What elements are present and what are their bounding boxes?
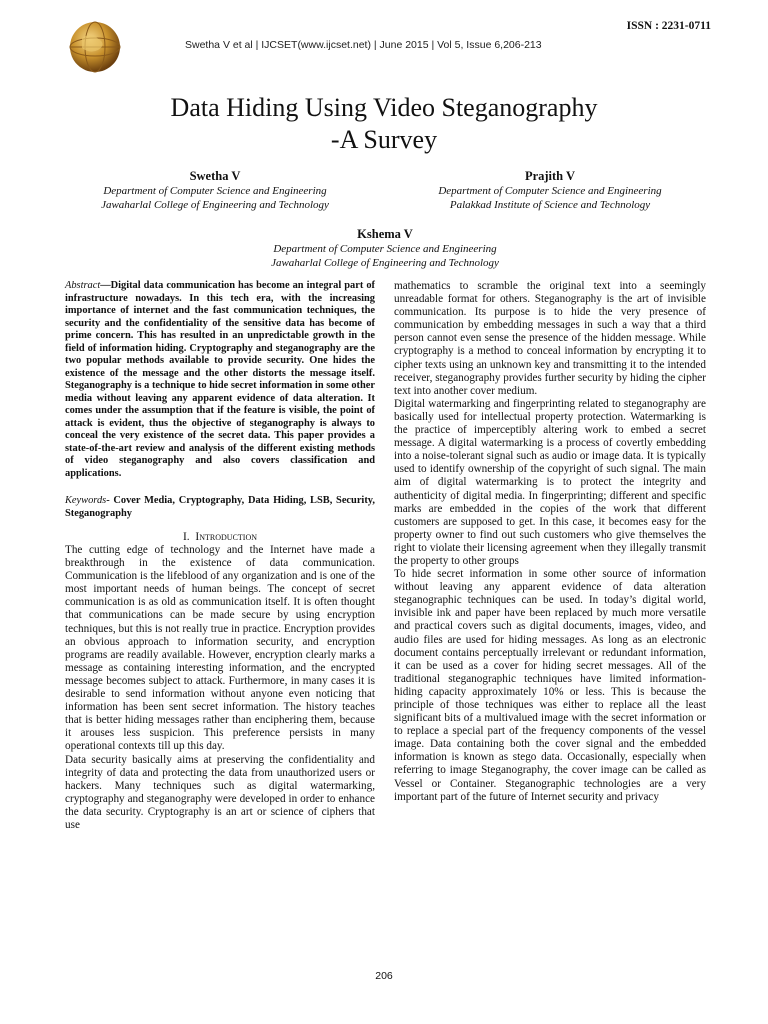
abstract-label: Abstract xyxy=(65,280,101,291)
keywords-text: - Cover Media, Cryptography, Data Hiding, LSB, Security, Steganography xyxy=(65,495,375,519)
paragraph: Digital watermarking and fingerprinting related to steganography are basically used for intellectual property protection. Watermarking is the practice of imperceptibly altering work to embed a secret message. A digital watermarking is a process of covertly embedding into a noise-tolerant signal such as audio or image data. It is typically used to identify ownership of the copyright of such signal. The main aim of digital watermarking is to protect the integrity and authenticity of digital media. In fingerprinting; different and specific marks are embedded in the copies of the work that different customers are supposed to get. In this case, it becomes easy for the property owner to find out such customers who give themselves the right to violate their licensing agreement when they illegally transmit the property to other groups xyxy=(394,397,706,567)
author-block-2 xyxy=(380,168,720,212)
paragraph: Data security basically aims at preserving the confidentiality and integrity of data and protecting the data from unauthorized users or hackers. Many techniques such as digital watermarking, cryptography and steganography were developed in order to enhance the data security. Cryptography is an art or science of ciphers that use xyxy=(65,753,375,831)
author-department: Department of Computer Science and Engineering xyxy=(438,185,662,197)
globe-logo-icon xyxy=(68,20,122,74)
issn-label: ISSN : 2231-0711 xyxy=(626,20,711,32)
author-department: Department of Computer Science and Engineering xyxy=(103,185,327,197)
section-title: Introduction xyxy=(195,531,258,543)
author-name: Kshema V xyxy=(357,227,413,241)
paragraph: To hide secret information in some other source of information without leaving any apparent evidence of data alteration steganographic techniques can be used. In today’s digital world, invisible ink and paper have been replaced by much more versatile and practical covers such as digital documents, images, video, and audio files are used for hiding messages. As long as an electronic document contains perceptually irrelevant or redundant information, it can be used as a cover for hiding secret messages. All of the traditional steganographic techniques have limited information-hiding capacity approximately 10% or less. This is because the principle of those techniques was either to replace all the least significant bits of a multivalued image with the secret information or to replace a special part of the frequency components of the vessel image. Data containing both the cover signal and the embedded information is known as stego data. Occasionally, especially when referring to image Steganography, the cover image can be called as Vessel or Container. Steganographic technologies are a very important part of the future of Internet security and privacy xyxy=(394,568,706,803)
author-block-3 xyxy=(200,226,570,270)
title-line-1: Data Hiding Using Video Steganography xyxy=(170,93,598,122)
journal-logo xyxy=(68,20,122,74)
paper-title xyxy=(0,92,768,156)
section-number: I. xyxy=(182,531,190,543)
author-institution: Palakkad Institute of Science and Technology xyxy=(449,199,651,211)
right-column xyxy=(394,280,706,804)
paragraph: The cutting edge of technology and the Internet have made a breakthrough in the existence of data communication. Communication is the lifeblood of any organization and is one of the most important needs of human beings. The concept of secret communication is as old as communication itself. It is often thought that communications can be made secure by using encryption techniques, but this is not really true in practice. Encryption provides an obvious approach to information security, and encryption programs are readily available. However, encryption clearly marks a message as containing interesting information, and the encrypted message becomes subject to attack. Furthermore, in many cases it is desirable to send information without anyone even noticing that information has been sent secret information. The history teaches that is better hiding messages rather than enciphering them, because it arouses less suspicion. This preference persists in many operational contexts till up this day. xyxy=(65,544,375,753)
paragraph: mathematics to scramble the original text into a seemingly unreadable format for others. Steganography is the art of invisible communication. Its purpose is to hide the very presence of communication by embedding messages in such a way that a third person cannot even sense the presence of the hidden message. While cryptography is a method to conceal information by encrypting it to cipher texts using an unknown key and transmitting it to the intended receiver, steganography provides further security by hiding the cipher text into another cover medium. xyxy=(394,280,706,397)
left-column xyxy=(65,280,375,832)
author-institution: Jawaharlal College of Engineering and Technology xyxy=(271,257,499,269)
abstract-text: —Digital data communication has become an integral part of infrastructure nowadays. In this tech era, with the increasing importance of internet and the fast communication techniques, the security and the confidentiality of the sensitive data has become of prime concern. This has resulted in an unpredictable growth in the field of information hiding. Cryptography and steganography are the two popular methods available to provide security. One hides the existence of the message and the other distorts the message itself. Steganography is a technique to hide secret information in some other media without leaving any apparent evidence of data alteration. It comes under the assumption that if the feature is visible, the point of attack is evident, thus the objective of steganography is always to conceal the very existence of the secret data. This paper provides a state-of-the-art review and analysis of the different existing methods of video steganography and also covers classification and applications. xyxy=(65,280,375,479)
journal-citation: Swetha V et al | IJCSET(www.ijcset.net) | June 2015 | Vol 5, Issue 6,206-213 xyxy=(185,39,542,51)
keywords-label: Keywords xyxy=(65,495,107,506)
title-line-2: -A Survey xyxy=(330,125,438,154)
keywords xyxy=(65,494,375,520)
author-department: Department of Computer Science and Engineering xyxy=(273,243,497,255)
abstract xyxy=(65,280,375,480)
author-institution: Jawaharlal College of Engineering and Technology xyxy=(101,199,329,211)
section-heading-introduction xyxy=(65,530,375,544)
author-name: Prajith V xyxy=(524,169,576,183)
page-number: 206 xyxy=(375,970,393,982)
author-block-1 xyxy=(60,168,370,212)
author-name: Swetha V xyxy=(189,169,241,183)
